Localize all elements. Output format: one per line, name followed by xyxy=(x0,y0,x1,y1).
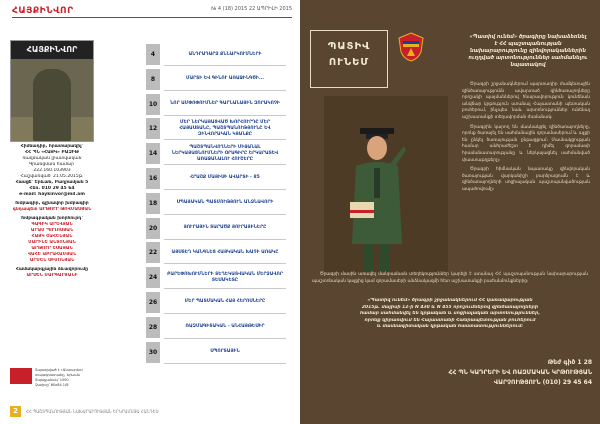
toc-title: ՄԵՐ ՊԱՏՄԱԿԱՆ ՀԱՅ ՀԵՐՈՍՆԵՐԸ xyxy=(164,292,286,314)
toc-entry[interactable] xyxy=(146,317,286,338)
toc-page-number: 10 xyxy=(146,94,160,115)
toc-entry[interactable] xyxy=(146,267,286,288)
toc-title: ՆՈՐ ԱՄՓՈՓՈՒՄՆԵՐ ԳԱՐՆԱՆԱՅԻՆ ԶՈՐԱԿՈՉԻ xyxy=(164,94,286,116)
imprint-line: գնդապետ ԱՐԹՈՒՐ ԹՈՎՄԱՍՅԱՆ xyxy=(12,207,92,212)
toc-page-number: 26 xyxy=(146,292,160,313)
toc-entry[interactable] xyxy=(146,69,286,90)
continuation-paragraph: Ծրագրի մասին առավել մանրամասն տեղեկություններ կարելի է ստանալ ՀՀ պաշտպանության նախարարության պաշտոնական կայքից կամ զորամասերի անձնակազմի հետ աշխատանքի բաժանմունքներից։ xyxy=(312,272,588,284)
imprint-line: Հասցե՝ Երևան, Բաղրամյան 5 xyxy=(15,180,89,185)
decision-quote-line: «Պատիվ ունեմ» ծրագրի շրջանակներում ՀՀ կառավարության xyxy=(367,298,533,303)
imprint-line: Համակարգչային ձևավորումը xyxy=(15,267,89,272)
graduate-soldier-photo xyxy=(346,124,408,274)
toc-page-number: 4 xyxy=(146,44,160,65)
toc-title: ՍՊԱՅԱԿԱՆ ՊԱՏՄՈՒԹՅՈՒՆ ԱՆՁՆԱՎՈՐԻ xyxy=(164,193,286,215)
body-paragraph: Ծրագրի հիմնական նպատակը զինվորական ծառայության վարկանիշի բարձրացումն է և զինծառայողների սոցիալական պաշտպանվածության ապահովումը։ xyxy=(462,167,590,192)
body-paragraph: Ծրագրին կարող են մասնակցել զինծառայողները, որոնք ծառայել են սահմանային զորամասերում և աչքի են ընկել ծառայության ընթացքում։ Մասնակցության համար անհրաժեշտ է դիմել զորամասի հրամանատարությանը և ներկայացնել սահմանված փաստաթղթերը։ xyxy=(462,124,590,163)
imprint-line: ՀՀ ՊՆ «ՀԱՅԿ» ԲԱԶԻԹ xyxy=(25,150,79,155)
toc-entry[interactable] xyxy=(146,292,286,313)
imprint-line: Հիմնադիր, հրատարակիչ՝ xyxy=(20,144,84,149)
imprint-line: ՄԱՐԻՆԵ ԱՆՏՈՆՅԱՆ xyxy=(28,240,76,245)
toc-title: ԱՅՍՏԵՂ ԿԱՆԳՆԵՑ ՀԱՅԿԱԿԱՆ ԽԱՉԻ ԱՌԱԿԸ xyxy=(164,242,286,264)
toc-title: ՅՈՒՐԱՅԻՆ ՏԱՐԱԾՔ ՅՈՒՐԱՅԻՆԵՐԸ xyxy=(164,218,286,240)
shield-emblem-icon xyxy=(398,32,424,62)
decision-quote-line: և մասնագիտական կրթական հաստատություններում։ xyxy=(376,324,524,329)
imprint-line: Խմբագիր, գլխավոր խմբագիր xyxy=(15,201,89,206)
right-page xyxy=(300,0,600,424)
toc-page-number: 16 xyxy=(146,168,160,189)
toc-page-number: 8 xyxy=(146,69,160,90)
title-line-2: ՈՒՆԵՄ xyxy=(328,57,370,68)
toc-entry[interactable] xyxy=(146,168,286,189)
toc-title: ՍՊՈՐՏԱՅԻՆ xyxy=(164,342,286,364)
imprint-line: Հաշվառված՝ 21.05.2015թ. xyxy=(20,174,84,179)
contact-line: ՀՀ ՊՆ ԿԱԴՐԵՐԻ ԵՎ ՌԱԶՄԱԿԱՆ ԿՐԹՈՒԹՅԱՆ xyxy=(448,369,592,376)
imprint-line: ԱՐՍԵՆ ՄԱՐԳԱՐՅԱՆԻ xyxy=(26,273,78,278)
decision-quote xyxy=(320,298,580,331)
toc-entry[interactable] xyxy=(146,44,286,65)
imprint-line: ՎԱՀԵ ԱԲՐԱՀԱՄՅԱՆ xyxy=(27,252,77,257)
cover-title: ՀԱՅՔԻՆՎՈՐ xyxy=(11,41,93,59)
article-body xyxy=(462,82,590,197)
imprint-line: ԱՐԹՈՒՐ ԵՍԱՅԱՆ xyxy=(31,246,73,251)
magazine-logo: ՀԱՅՔԻՆՎՈՐ xyxy=(12,6,74,16)
toc-entry[interactable] xyxy=(146,342,286,363)
table-of-contents xyxy=(146,44,286,366)
toc-page-number: 28 xyxy=(146,317,160,338)
intro-quote: «Պատիվ ունեմ» ծրագիրը նախաձեռնել է ՀՀ պաշտպանության նախարարությունը զինվորականներին ուղղված արտոնություններ սահմանելու նպատակով xyxy=(468,34,588,68)
toc-title: ՀՐԱՇՔ ՄԱՅԻՍԻ ԱՎԱՐՏԻ - 85 xyxy=(164,168,286,190)
cover-thumbnail[interactable] xyxy=(10,40,94,142)
toc-title: ԱՆԴՐԱԴԱՐՁ ՔՆՆԱՐԿՈՒՄՆԵՐԻ xyxy=(164,44,286,66)
imprint-line: ռազմական լրատվական xyxy=(22,156,82,161)
toc-entry[interactable] xyxy=(146,242,286,263)
publisher-line: Չափսը՝ 60x84 1/8 xyxy=(35,383,69,387)
toc-entry[interactable] xyxy=(146,118,286,139)
imprint-line: 222.160.103903 xyxy=(33,168,71,173)
decision-quote-line: որոնք կիրառվում են Հայաստանի Հանրապետության բուհերում xyxy=(364,317,536,323)
imprint-line: ԳԱԳԻԿ ԱՐԵՎՅԱՆ xyxy=(31,222,73,227)
publisher-info xyxy=(35,368,97,388)
footer-note: ՀՀ ՊԱՇՏՊԱՆՈՒԹՅԱՆ ՆԱԽԱՐԱՐՈՒԹՅԱՆ ԵՐԿՐԱՄՍՅԱ ՀԱՆԴԵՍ xyxy=(26,409,159,414)
toc-page-number: 20 xyxy=(146,218,160,239)
toc-title: ՄԵՐ ՆԵՐԿԱՅԱՑՎԱԾ ԽՈՐՀՈՒՐԴԸ ՄԵՐ ՀԱՅԱՍՏԱՆԸ, ՊԱՇՏՊԱՆՈՒԹՅՈՒՆԸ ԵՎ ԶԻՆՎՈՐԱԿԱՆ ԿՅԱՆՔԸ xyxy=(164,118,286,140)
toc-page-number: 14 xyxy=(146,143,160,164)
contact-info xyxy=(440,358,592,388)
issue-info: № 4 (18) 2015 22 ԱՊՐԻԼԻ 2015 xyxy=(211,6,292,12)
publisher-line: Տպագրված է «Անտարես» xyxy=(35,368,84,372)
article-continuation xyxy=(312,272,588,285)
publisher-line: Տպաքանակ՝ 1000 xyxy=(35,378,69,382)
toc-page-number: 24 xyxy=(146,267,160,288)
toc-entry[interactable] xyxy=(146,218,286,239)
body-paragraph: Ծրագրի շրջանակներում պարտադիր ժամկետային զինծառայությունն ավարտած զինծառայողները որոշակի պայմաններով հնարավորություն կունենան անվճար կրթություն ստանալ Հայաստանի պետական բուհերում, ինչպես նաև արտոնություններ ունենալ աշխատանքի տեղավորման ժամանակ։ xyxy=(462,82,590,120)
imprint-line: e-mail: haykinvor@mil.am xyxy=(19,192,85,197)
toc-title: ԲԱՐԵՓՈԽՈՒՄՆԵՐԻ ՏԵՂԵԿԱՏՎԱԿԱՆ ՄԵՐՁԱՎՈՐ ՏԵՍԱԿԵՏԸ xyxy=(164,267,286,289)
page-number: 2 xyxy=(10,406,21,417)
title-line-1: ՊԱՏԻՎ xyxy=(327,41,371,52)
header-rule xyxy=(12,17,292,18)
soldier-figure xyxy=(33,69,71,141)
toc-title: ՄԱՐՏԻ ԵՎ ԳԻՆՈՒ ԱՌԱՋԻՆԳԾԻ... xyxy=(164,69,286,91)
imprint-line: Խմբագրական խորհուրդ՝ xyxy=(21,216,83,221)
decision-quote-line: համար սահմանվել են կրթական և սոցիալական արտոնություններ, xyxy=(359,311,541,316)
imprint-line: ԱՐՄԵՆ ՍԻՄՈՆՅԱՆ xyxy=(29,258,75,263)
toc-page-number: 18 xyxy=(146,193,160,214)
contact-line: ՎԱՐՉՈՒԹՅՈՒՆ (010) 29 45 64 xyxy=(493,379,592,386)
toc-page-number: 12 xyxy=(146,118,160,139)
decision-quote-line: 2015թ. մայիսի 12-ի N 430 և N 455 որոշումներով զինծառայողների xyxy=(361,304,539,310)
imprint-line: Գրանցման համար՝ xyxy=(28,162,76,167)
imprint-line: ԱՐԱՄ ՊՈՂՈՍՅԱՆ xyxy=(30,228,74,233)
article-title-box xyxy=(310,30,388,88)
toc-entry[interactable] xyxy=(146,193,286,214)
imprint-line: ՀԱՅԿ ՇԱՀԵՆՅԱՆ xyxy=(31,234,73,239)
toc-title: ՌԱԶՄԱԳԻՏԱԿԱՆ - ԱՆՀԱՅԹԵՍԻՐ xyxy=(164,317,286,339)
imprint-line: Հեռ. 010 29 45 64 xyxy=(29,186,75,191)
publisher-line: տպագրատանը, Երևան xyxy=(35,373,80,377)
toc-entry[interactable] xyxy=(146,143,286,164)
toc-page-number: 30 xyxy=(146,342,160,363)
publisher-logo xyxy=(10,368,32,384)
toc-page-number: 22 xyxy=(146,242,160,263)
toc-title: ՊԱՇՏՊԱՆՎՈՂՆԵՐԻ ՄԻՋԱՆԱԼ ՆԵՐԿԱՅԱՑՆՈՒՄՆԵՐԻ ՕՐԱԳԻՐԸ ԵՐԿԱՐԱՏԵՎ ԱՌԱՋԱՆԱԼՈՒ ՀՈՒՇԵՐԸ xyxy=(164,143,286,165)
toc-entry[interactable] xyxy=(146,94,286,115)
contact-line: Թեժ գիծ 1 28 xyxy=(547,359,592,366)
imprint-block xyxy=(8,144,96,279)
